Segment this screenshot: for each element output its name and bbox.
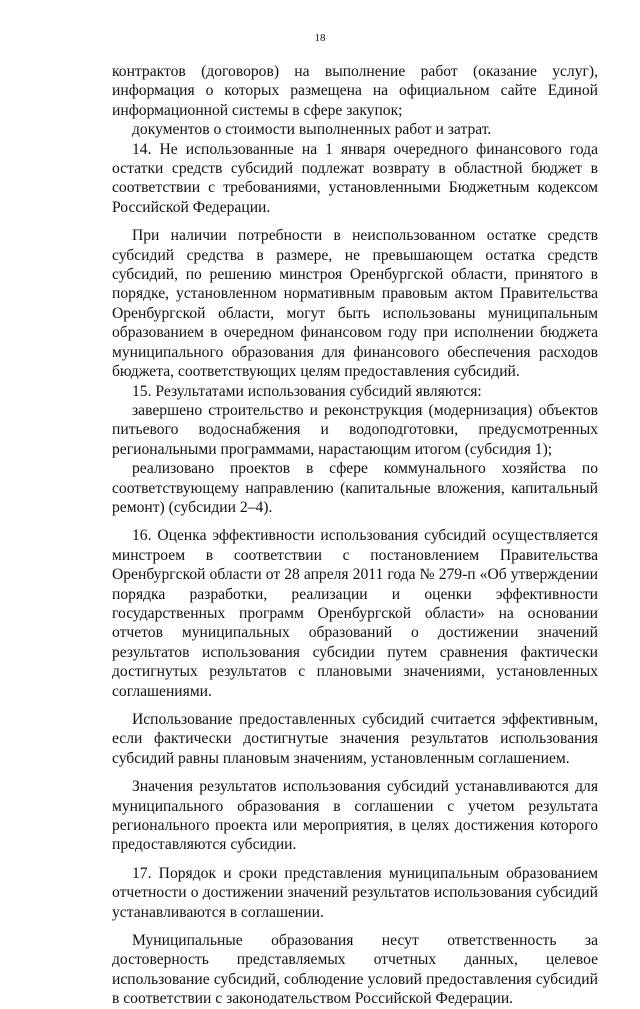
paragraph-item-15: 15. Результатами использования субсидий являются:: [132, 382, 482, 400]
paragraph-responsibility: Муниципальные образования несут ответственность за достоверность представляемых отчетных данных, целевое использование субсидий, соблюдение условий предоставления субсидий в соответствии с законодательством Российской Федерации.: [112, 932, 598, 1008]
page-number: 18: [314, 32, 326, 44]
paragraph-result-values: Значения результатов использования субсидий устанавливаются для муниципального образования в соглашении с учетом результата регионального проекта или мероприятия, в целях достижения которого предоставляются субсидии.: [112, 778, 598, 854]
paragraph-contracts-continuation: контрактов (договоров) на выполнение работ (оказание услуг), информация о которых размещена на официальном сайте Единой информационной системы в сфере закупок;: [112, 63, 598, 119]
paragraph-item-14: 14. Не использованные на 1 января очередного финансового года остатки средств субсидий подлежат возврату в областной бюджет в соответствии с требованиями, установленными Бюджетным кодексом Российской Федерации.: [112, 140, 598, 216]
paragraph-item-16: 16. Оценка эффективности использования субсидий осуществляется минстроем в соответствии с постановлением Правительства Оренбургской области от 28 апреля 2011 года № 279-п «Об утверждении порядка разработки, реализации и оценки эффективности государственных программ Оренбургской области» на основании отчетов муниципальных образований о достижении значений результатов использования субсидии путем сравнения фактически достигнутых результатов с плановыми значениями, установленных соглашениями.: [112, 527, 598, 700]
paragraph-result-subsidies-2-4: реализовано проектов в сфере коммунального хозяйства по соответствующему направлению (капитальные вложения, капитальный ремонт) (субсидии 2–4).: [112, 460, 598, 516]
paragraph-item-17: 17. Порядок и сроки представления муниципальным образованием отчетности о достижении значений результатов использования субсидий устанавливаются в соглашении.: [112, 864, 598, 921]
paragraph-result-subsidy-1: завершено строительство и реконструкция (модернизация) объектов питьевого водоснабжения и водоподготовки, предусмотренных региональными программами, нарастающим итогом (субсидия 1);: [112, 401, 598, 458]
document-body: [112, 62, 598, 1009]
paragraph-unused-balance: При наличии потребности в неиспользованном остатке средств субсидий средства в размере, не превышающем остатка средств субсидий, по решению минстроя Оренбургской области, принятого в порядке, установленном нормативным правовым актом Правительства Оренбургской области, могут быть использованы муниципальным образованием в очередном финансовом году при исполнении бюджета муниципального образования для финансового обеспечения расходов бюджета, соответствующих целям предоставления субсидий.: [112, 227, 598, 381]
paragraph-effectiveness: Использование предоставленных субсидий считается эффективным, если фактически достигнутые значения результатов использования субсидий равны плановым значениям, установленным соглашением.: [112, 711, 598, 767]
paragraph-cost-documents: документов о стоимости выполненных работ и затрат.: [132, 121, 492, 139]
